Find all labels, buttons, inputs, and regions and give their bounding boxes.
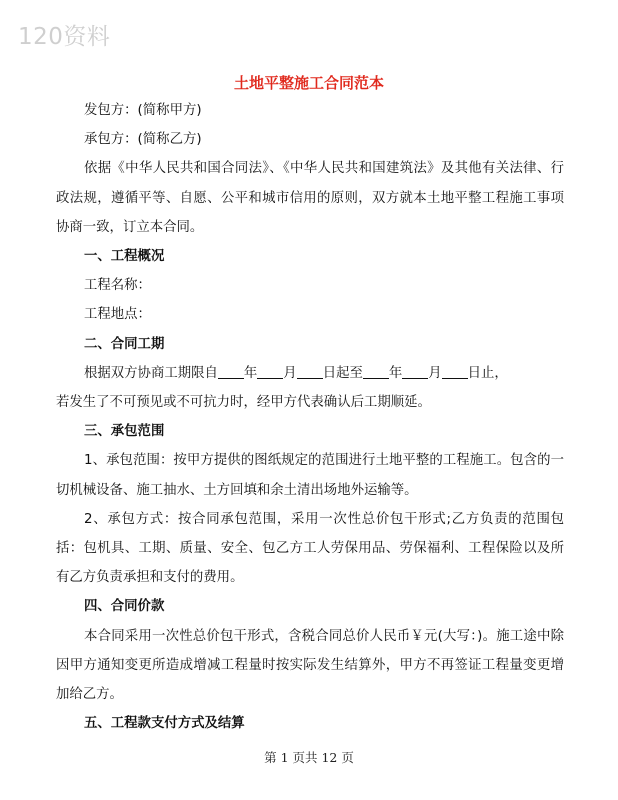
year-label-2: 年 [388,365,403,381]
project-location-line: 工程地点： [84,307,151,323]
document-body [56,96,564,738]
scope-item-2: 2、承包方式：按合同承包范围，采用一次性总价包干形式;乙方负责的范围包括：包机具、工期、质量、安全、包乙方工人劳保用品、劳保福利、工程保险以及所有乙方负责承担和支付的费用。 [56,511,564,586]
period-paragraph [56,359,564,388]
page-footer: 第 1 页共 12 页 [264,750,354,765]
document-title: 土地平整施工合同范本 [233,74,384,92]
project-name-line: 工程名称： [84,278,151,294]
year-label: 年 [243,365,258,381]
start-day-label: 日起至 [322,365,363,381]
blank-end-month [402,362,428,379]
blank-end-day [442,362,468,379]
section-2-heading: 二、合同工期 [84,336,165,352]
section-1-heading: 一、工程概况 [84,249,165,265]
period-continuation: 若发生了不可预见或不可抗力时，经甲方代表确认后工期顺延。 [56,395,431,411]
intro-paragraph: 依据《中华人民共和国合同法》、《中华人民共和国建筑法》及其他有关法律、行政法规，遵循平等、自愿、公平和城市信用的原则，双方就本土地平整工程施工事项协商一致，订立本合同。 [56,161,564,235]
month-label: 月 [283,365,297,381]
watermark: 120资料 [18,24,111,50]
blank-start-year [218,362,244,379]
party-b-line: 承包方：(简称乙方) [84,132,202,148]
section-3-heading: 三、承包范围 [84,424,165,440]
section-4-heading: 四、合同价款 [84,599,165,615]
scope-item-1: 1、承包范围：按甲方提供的图纸规定的范围进行土地平整的工程施工。包含的一切机械设备、施工抽水、土方回填和余土清出场地外运输等。 [56,453,564,498]
blank-start-day [297,362,323,379]
month-label-2: 月 [428,365,442,381]
party-a-line: 发包方：(简称甲方) [84,103,202,118]
price-paragraph: 本合同采用一次性总价包干形式，含税合同总价人民币￥元(大写：)。施工途中除因甲方通知变更所造成增减工程量时按实际发生结算外，甲方不再签证工程量变更增加给乙方。 [56,628,564,703]
blank-start-month [257,362,283,379]
section-5-heading: 五、工程款支付方式及结算 [84,716,245,732]
blank-end-year [363,362,389,379]
end-day-label: 日止， [467,365,508,381]
period-text: 根据双方协商工期限自 [84,365,218,381]
